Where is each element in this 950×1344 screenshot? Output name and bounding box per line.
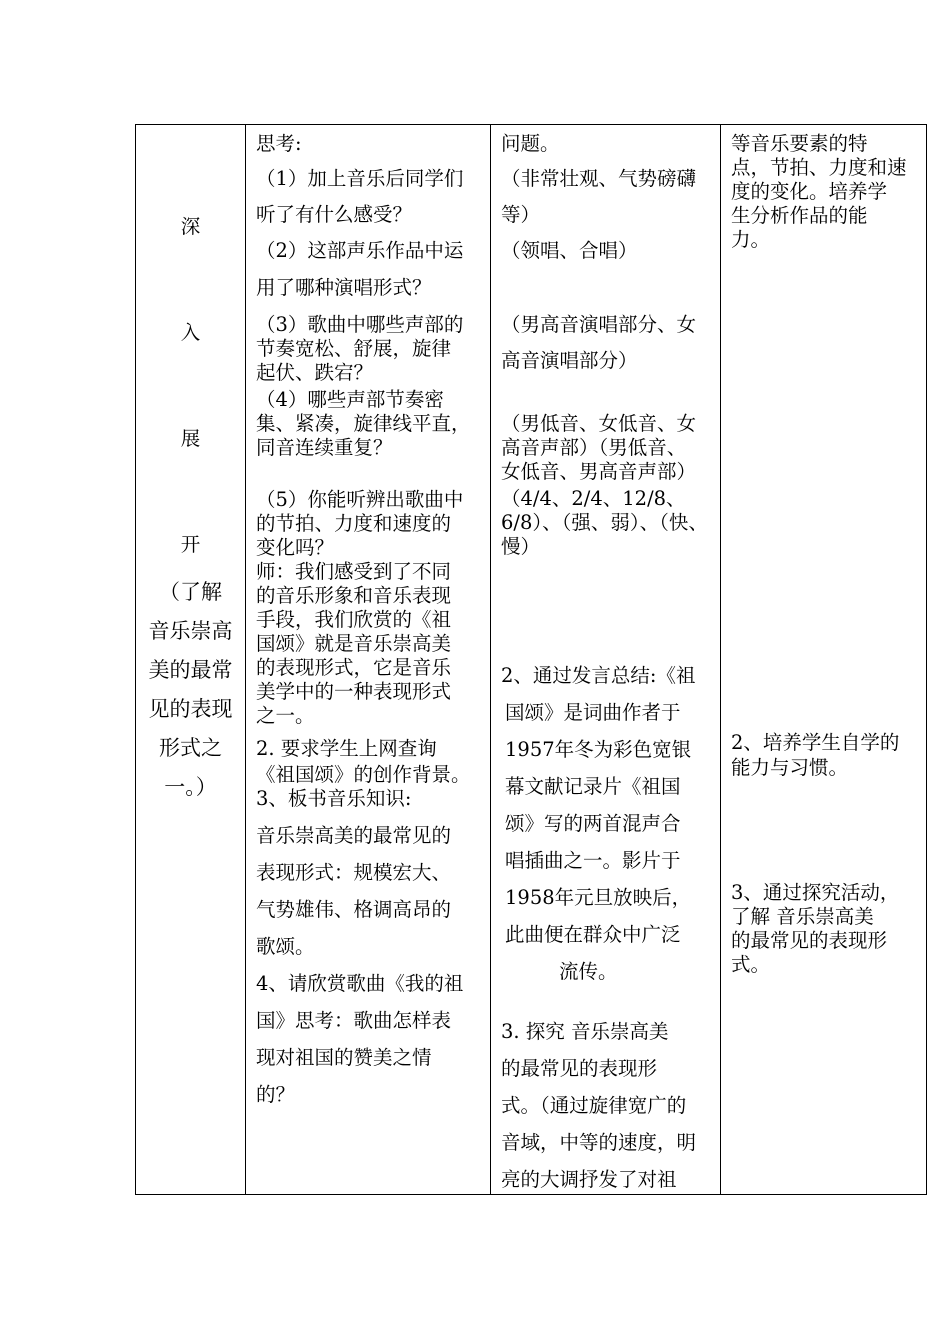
teacher-line: 现对祖国的赞美之情 — [256, 1046, 432, 1069]
section-title-char: 开 — [180, 533, 201, 556]
student-line: 高音演唱部分） — [501, 349, 638, 372]
teacher-line: 3、板书音乐知识: — [256, 787, 412, 810]
teacher-line: （4）哪些声部节奏密 — [256, 388, 444, 411]
student-line: 流传。 — [559, 960, 618, 983]
student-line: 慢） — [501, 535, 541, 558]
student-line: 高音声部）（男低音、 — [501, 436, 687, 459]
student-line: （4/4、2/4、12/8、 — [501, 487, 686, 510]
teacher-line: 的？ — [256, 1083, 296, 1106]
student-line: 女低音、男高音声部） — [501, 460, 697, 483]
student-line: 颂》写的两首混声合 — [505, 812, 681, 835]
student-line: 式。（通过旋律宽广的 — [501, 1094, 687, 1117]
student-line: （男高音演唱部分、女 — [501, 313, 697, 336]
teacher-line: 节奏宽松、舒展，旋律 — [256, 337, 452, 360]
student-activity-cell — [491, 125, 721, 1195]
teacher-line: 听了有什么感受？ — [256, 203, 413, 226]
student-line: 亮的大调抒发了对祖 — [501, 1168, 677, 1191]
student-line: 3. 探究 音乐崇高美 — [501, 1020, 669, 1043]
student-line: 1957年冬为彩色宽银 — [505, 738, 692, 761]
teacher-line: 之一。 — [256, 704, 315, 727]
teacher-line: 手段，我们欣赏的《祖 — [256, 608, 452, 631]
teacher-line: 起伏、跌宕？ — [256, 361, 374, 384]
section-title-char: 深 — [180, 215, 201, 238]
teacher-line: 《祖国颂》的创作背景。 — [256, 763, 471, 786]
student-line: 6/8）、（强、弱）、（快、 — [501, 511, 708, 534]
student-line: （领唱、合唱） — [501, 239, 638, 262]
teacher-line: 表现形式：规模宏大、 — [256, 861, 452, 884]
student-line: （男低音、女低音、女 — [501, 412, 697, 435]
teacher-line: 2. 要求学生上网查询 — [256, 737, 437, 760]
teacher-line: 国颂》就是音乐崇高美 — [256, 632, 452, 655]
teacher-activity-cell — [246, 125, 491, 1195]
purpose-line: 式。 — [731, 953, 771, 976]
teacher-line: （1）加上音乐后同学们 — [256, 167, 464, 190]
teacher-line: 国》思考：歌曲怎样表 — [256, 1009, 452, 1032]
purpose-line: 的最常见的表现形 — [731, 929, 888, 952]
student-line: 等） — [501, 203, 541, 226]
student-line: 的最常见的表现形 — [501, 1057, 658, 1080]
section-note-line: 音乐崇高 — [148, 619, 233, 643]
student-line: 1958年元旦放映后， — [505, 886, 692, 909]
purpose-line: 2、培养学生自学的 — [731, 731, 900, 754]
section-note-line: 美的最常 — [148, 658, 233, 682]
teacher-line: 集、紧凑，旋律线平直， — [256, 412, 471, 435]
teacher-line: （3）歌曲中哪些声部的 — [256, 313, 464, 336]
student-line: （非常壮观、气势磅礴 — [501, 167, 697, 190]
student-line: 问题。 — [501, 132, 560, 155]
teacher-line: 的表现形式，它是音乐 — [256, 656, 452, 679]
purpose-line: 了解 音乐崇高美 — [731, 905, 874, 928]
teacher-line: 歌颂。 — [256, 935, 315, 958]
teacher-line: 的音乐形象和音乐表现 — [256, 584, 452, 607]
teacher-line: 的节拍、力度和速度的 — [256, 512, 452, 535]
section-note-line: 形式之 — [159, 736, 222, 760]
teacher-line: 用了哪种演唱形式？ — [256, 276, 432, 299]
purpose-line: 生分析作品的能 — [731, 204, 868, 227]
purpose-line: 等音乐要素的特 — [731, 132, 868, 155]
design-intent-cell — [721, 125, 927, 1195]
teacher-line: 音乐崇高美的最常见的 — [256, 824, 452, 847]
teacher-line: 美学中的一种表现形式 — [256, 680, 452, 703]
section-note-line: 一。） — [164, 775, 217, 799]
student-line: 幕文献记录片《祖国 — [505, 775, 681, 798]
table-row — [136, 125, 927, 1195]
student-line: 此曲便在群众中广泛 — [505, 923, 681, 946]
section-note-line: （了解 — [159, 580, 222, 604]
student-line: 音域，中等的速度，明 — [501, 1131, 697, 1154]
teacher-line: 思考: — [256, 132, 302, 155]
teacher-line: 同音连续重复？ — [256, 436, 393, 459]
purpose-line: 能力与习惯。 — [731, 756, 849, 779]
teacher-line: （5）你能听辨出歌曲中 — [256, 488, 464, 511]
teacher-line: 4、请欣赏歌曲《我的祖 — [256, 972, 464, 995]
section-title-char: 展 — [180, 427, 201, 450]
section-note-line: 见的表现 — [148, 697, 233, 721]
teacher-line: 气势雄伟、格调高昂的 — [256, 898, 452, 921]
section-title-char: 入 — [180, 321, 201, 344]
student-line: 2、通过发言总结:《祖 — [501, 664, 696, 687]
purpose-line: 3、通过探究活动， — [731, 881, 900, 904]
purpose-line: 点，节拍、力度和速 — [731, 156, 907, 179]
teacher-line: 变化吗？ — [256, 536, 335, 559]
purpose-line: 力。 — [731, 228, 771, 251]
teacher-line: 师：我们感受到了不同 — [256, 560, 452, 583]
purpose-line: 度的变化。培养学 — [731, 180, 888, 203]
section-cell — [136, 125, 246, 1195]
lesson-plan-table — [135, 124, 927, 1195]
student-line: 唱插曲之一。影片于 — [505, 849, 681, 872]
teacher-line: （2）这部声乐作品中运 — [256, 239, 464, 262]
student-line: 国颂》是词曲作者于 — [505, 701, 681, 724]
